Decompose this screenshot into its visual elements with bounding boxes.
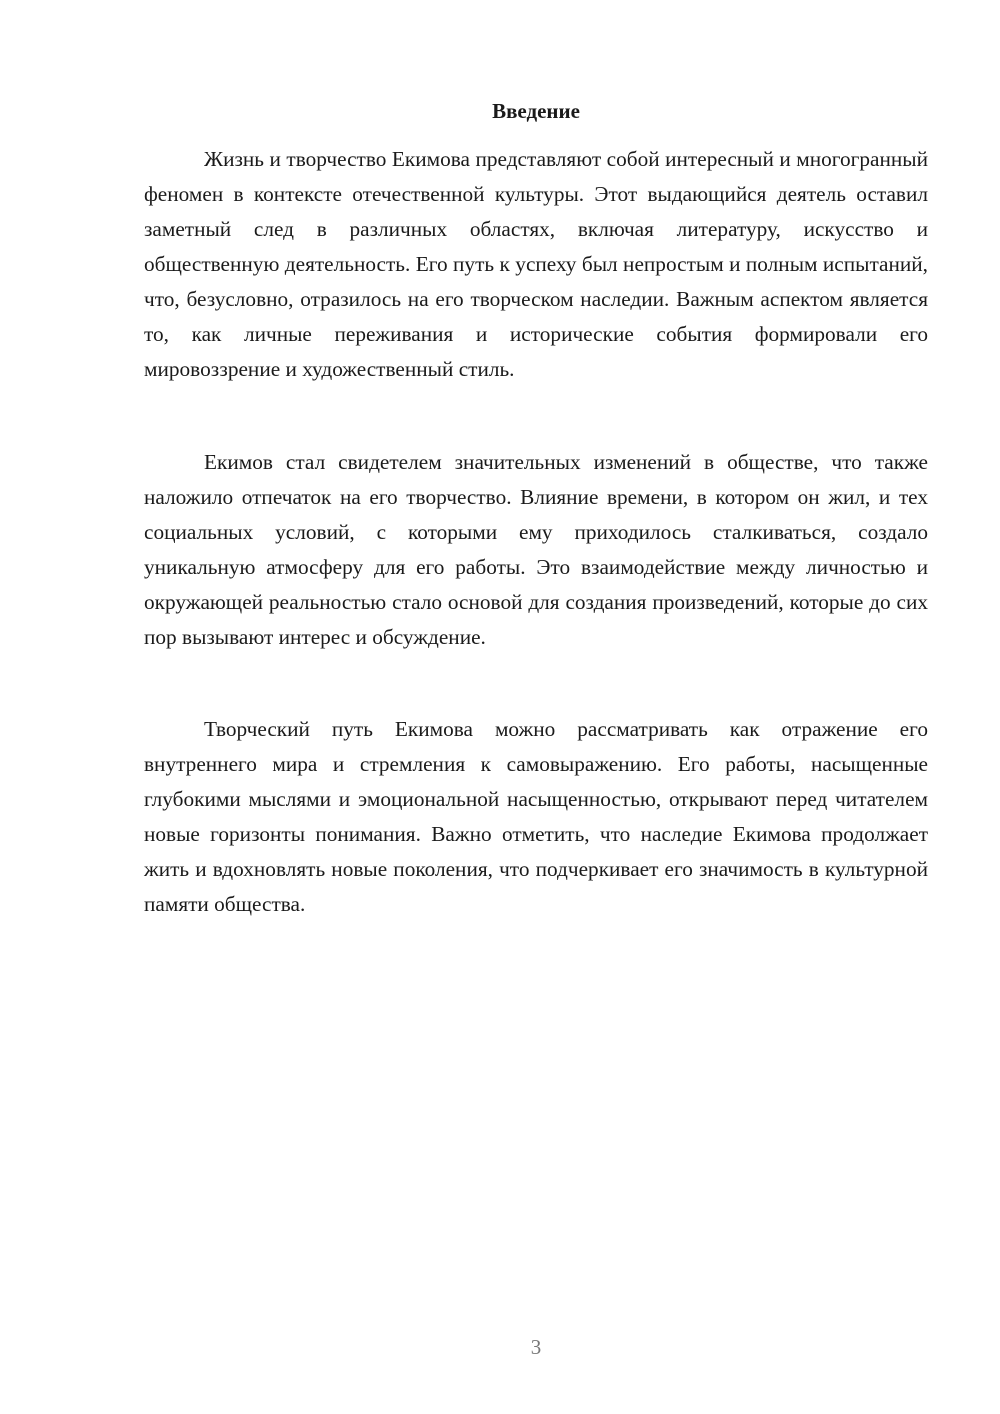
- paragraph-1: Жизнь и творчество Екимова представляют собой интересный и многогранный феномен в контексте отечественной культуры. Этот выдающийся деятель оставил заметный след в различных областях, включая литературу, искусство и общественную деятельность. Его путь к успеху был непростым и полным испытаний, что, безусловно, отразилось на его творческом наследии. Важным аспектом является то, как личные переживания и исторические события формировали его мировоззрение и художественный стиль.: [144, 147, 928, 381]
- page-number: 3: [530, 1335, 542, 1359]
- paragraph-3: Творческий путь Екимова можно рассматривать как отражение его внутреннего мира и стремления к самовыражению. Его работы, насыщенные глубокими мыслями и эмоциональной насыщенностью, открывают перед читателем новые горизонты понимания. Важно отметить, что наследие Екимова продолжает жить и вдохновлять новые поколения, что подчеркивает его значимость в культурной памяти общества.: [144, 717, 928, 916]
- paragraph-2: Екимов стал свидетелем значительных изменений в обществе, что также наложило отпечаток на его творчество. Влияние времени, в котором он жил, и тех социальных условий, с которыми ему приходилось сталкиваться, создало уникальную атмосферу для его работы. Это взаимодействие между личностью и окружающей реальностью стало основой для создания произведений, которые до сих пор вызывают интерес и обсуждение.: [144, 450, 928, 649]
- section-title: Введение: [492, 99, 580, 123]
